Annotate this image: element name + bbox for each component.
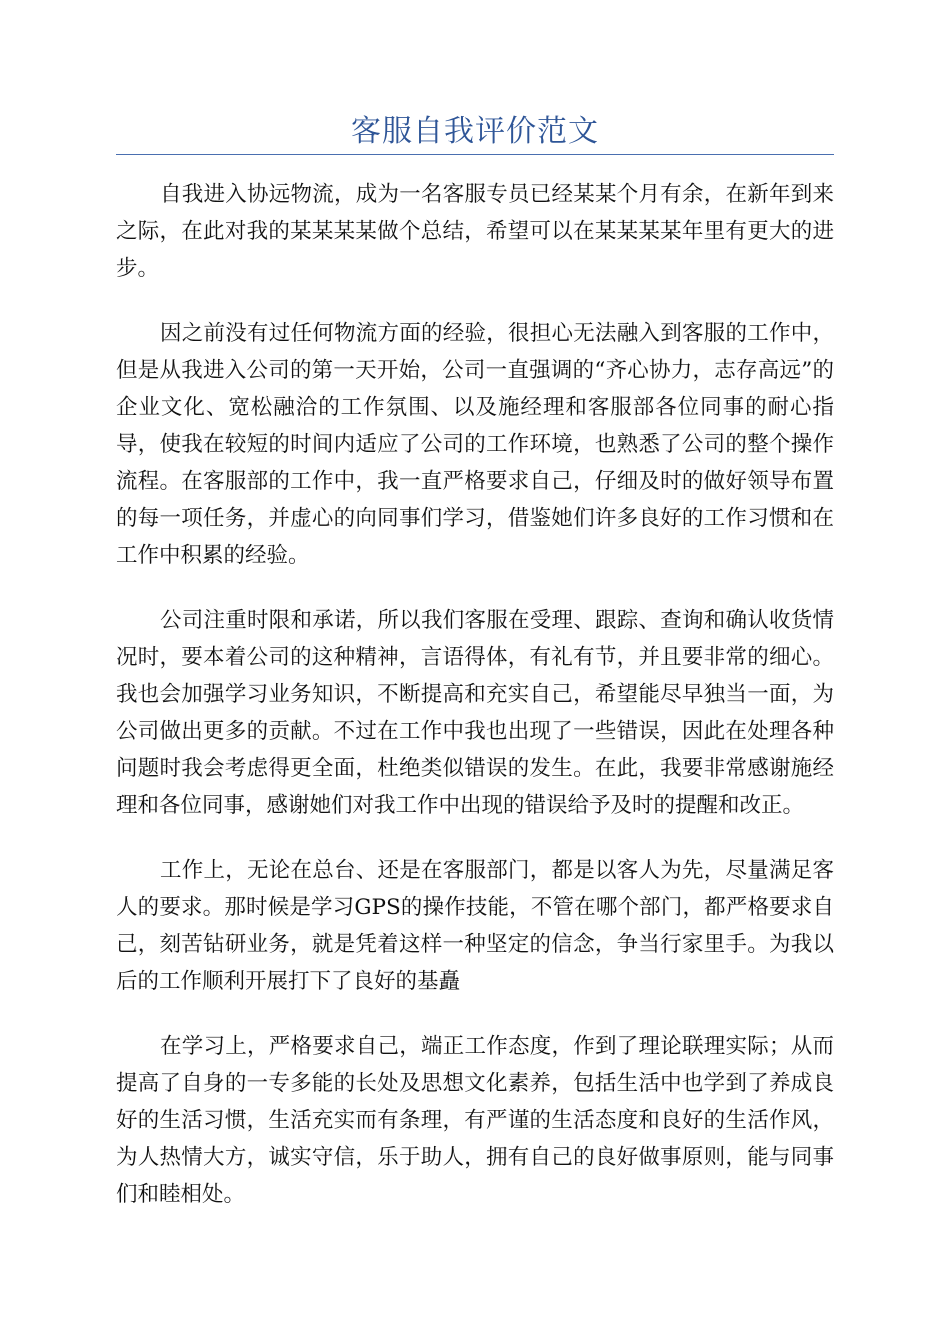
document-body — [116, 176, 834, 1241]
paragraph-1: 自我进入协远物流，成为一名客服专员已经某某个月有余，在新年到来之际，在此对我的某某某某做个总结，希望可以在某某某某年里有更大的进步。 — [116, 182, 834, 281]
paragraph-5: 在学习上，严格要求自己，端正工作态度，作到了理论联理实际；从而提高了自身的一专多能的长处及思想文化素养，包括生活中也学到了养成良好的生活习惯，生活充实而有条理，有严谨的生活态度和良好的生活作风，为人热情大方，诚实守信，乐于助人，拥有自己的良好做事原则，能与同事们和睦相处。 — [116, 1034, 834, 1207]
document-title: 客服自我评价范文 — [351, 114, 599, 149]
paragraph-4: 工作上，无论在总台、还是在客服部门，都是以客人为先，尽量满足客人的要求。那时候是学习GPS的操作技能，不管在哪个部门，都严格要求自己，刻苦钻研业务，就是凭着这样一种坚定的信念，争当行家里手。为我以后的工作顺利开展打下了良好的基矗 — [116, 858, 834, 994]
paragraph-2: 因之前没有过任何物流方面的经验，很担心无法融入到客服的工作中，但是从我进入公司的第一天开始，公司一直强调的“齐心协力，志存高远”的企业文化、宽松融洽的工作氛围、以及施经理和客服部各位同事的耐心指导，使我在较短的时间内适应了公司的工作环境，也熟悉了公司的整个操作流程。在客服部的工作中，我一直严格要求自己，仔细及时的做好领导布置的每一项任务，并虚心的向同事们学习，借鉴她们许多良好的工作习惯和在工作中积累的经验。 — [116, 321, 834, 568]
paragraph-3: 公司注重时限和承诺，所以我们客服在受理、跟踪、查询和确认收货情况时，要本着公司的这种精神，言语得体，有礼有节，并且要非常的细心。我也会加强学习业务知识，不断提高和充实自己，希望能尽早独当一面，为公司做出更多的贡献。不过在工作中我也出现了一些错误，因此在处理各种问题时我会考虑得更全面，杜绝类似错误的发生。在此，我要非常感谢施经理和各位同事，感谢她们对我工作中出现的错误给予及时的提醒和改正。 — [116, 608, 834, 818]
title-underline — [116, 154, 834, 155]
